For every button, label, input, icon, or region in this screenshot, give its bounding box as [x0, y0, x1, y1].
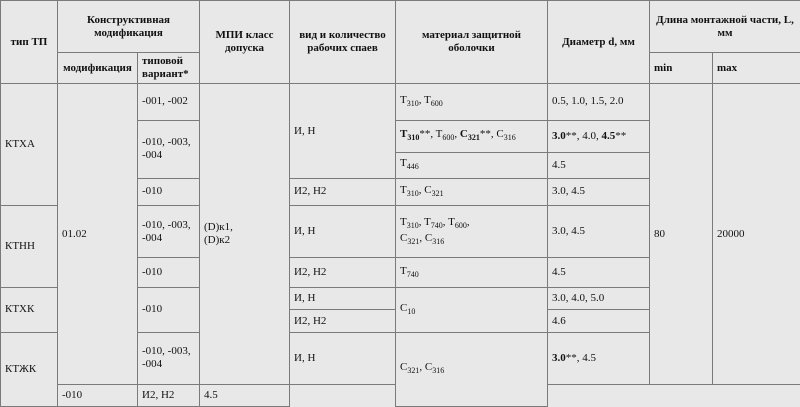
diameter-cell: 4.5: [548, 258, 650, 288]
max-cell: 20000: [713, 84, 800, 384]
junction-cell: И, Н: [290, 84, 396, 178]
diameter-bold: 4.5: [601, 129, 616, 142]
mat-letter: T: [400, 157, 407, 170]
diameter-cell: [548, 120, 650, 152]
diameter-cell: 0.5, 1.0, 1.5, 2.0: [548, 84, 650, 120]
diameter-cell: 4.6: [548, 310, 650, 332]
mat-grade: 740: [406, 269, 419, 279]
mat-grade: 316: [503, 133, 516, 143]
mat-letter: C: [424, 361, 433, 374]
class-line-2: (D)к2: [204, 234, 231, 247]
material-cell: [396, 288, 548, 332]
type-cell: КТЖК: [1, 332, 58, 406]
mat-letter: C: [424, 183, 432, 196]
junction-cell: И2, Н2: [290, 258, 396, 288]
col-header-variant: типовой вариант*: [138, 53, 200, 84]
variant-cell: -001, -002: [138, 84, 200, 120]
mat-grade: 600: [442, 133, 455, 143]
mat-grade: 321: [407, 236, 420, 246]
mat-sep: ,: [419, 231, 425, 244]
mat-sep: ,: [418, 183, 425, 196]
mat-letter: C: [424, 231, 433, 244]
col-header-min: min: [650, 53, 713, 84]
junction-cell: И2, Н2: [138, 384, 200, 406]
mat-letter: T: [435, 128, 443, 141]
mat-letter: T: [448, 215, 455, 228]
type-cell: КТНН: [1, 205, 58, 287]
mat-letter: C: [400, 361, 408, 374]
mat-letter: C: [496, 128, 504, 141]
mat-grade: 321: [431, 188, 444, 198]
diameter-bold: 3.0: [552, 129, 566, 142]
mat-sep: ,: [466, 215, 470, 228]
mat-grade: 600: [430, 98, 443, 108]
mat-grade: 310: [406, 220, 419, 230]
diameter-star: **: [565, 129, 577, 142]
diameter-bold: 3.0: [552, 351, 566, 364]
table-row: [1, 84, 800, 120]
mat-letter: C: [400, 301, 408, 314]
mat-letter: T: [424, 215, 431, 228]
col-header-modification: модификация: [58, 53, 138, 84]
diameter-cell: 3.0, 4.5: [548, 178, 650, 205]
mat-grade: 316: [432, 236, 445, 246]
mat-grade: 310: [406, 188, 419, 198]
min-cell: 80: [650, 84, 713, 384]
diameter-text: , 4.0,: [576, 129, 602, 142]
diameter-text: , 4.5: [576, 351, 596, 364]
col-header-length: Длина монтажной части, L, мм: [650, 1, 800, 53]
mat-grade: 310: [406, 98, 419, 108]
mat-letter: T: [400, 128, 408, 141]
mat-grade: 310: [407, 133, 420, 143]
mat-letter: T: [424, 93, 431, 106]
diameter-cell: 4.5: [200, 384, 290, 406]
modification-cell: 01.02: [58, 84, 138, 384]
mat-sep: ,: [454, 128, 460, 141]
variant-cell: -010, -003, -004: [138, 332, 200, 384]
mat-sep: ,: [418, 215, 425, 228]
mat-star: **: [479, 128, 491, 141]
type-cell: КТХК: [1, 288, 58, 332]
material-cell: [396, 120, 548, 152]
class-line-1: (D)к1,: [204, 221, 233, 234]
mat-grade: 446: [406, 162, 419, 172]
variant-cell: -010: [138, 288, 200, 332]
mat-letter: T: [400, 93, 407, 106]
diameter-cell: [548, 332, 650, 384]
variant-cell: -010: [58, 384, 138, 406]
mat-sep: ,: [442, 215, 449, 228]
mat-grade: 10: [407, 306, 416, 316]
variant-cell: -010, -003, -004: [138, 120, 200, 178]
mat-grade: 600: [454, 220, 467, 230]
col-header-diameter: Диаметр d, мм: [548, 1, 650, 84]
col-header-max: max: [713, 53, 800, 84]
mat-letter: C: [459, 128, 468, 141]
col-header-material: материал защитной оболочки: [396, 1, 548, 84]
mat-grade: 321: [467, 133, 480, 143]
col-header-junctions: вид и количество рабочих спаев: [290, 1, 396, 84]
col-header-constr-mod: Конструктивная модификация: [58, 1, 200, 53]
mat-sep: ,: [419, 361, 425, 374]
mat-star: **: [419, 128, 431, 141]
col-header-type: тип ТП: [1, 1, 58, 84]
junction-cell: И, Н: [290, 288, 396, 310]
mat-letter: C: [400, 231, 408, 244]
col-header-mpi: МПИ класс допуска: [200, 1, 290, 84]
material-cell: [396, 258, 548, 288]
mat-letter: T: [400, 264, 407, 277]
junction-cell: И, Н: [290, 205, 396, 257]
type-cell: КТХА: [1, 84, 58, 206]
junction-cell: И, Н: [290, 332, 396, 384]
material-cell: [396, 205, 548, 257]
mat-sep: ,: [430, 128, 436, 141]
mat-sep: ,: [418, 93, 425, 106]
diameter-cell: 4.5: [548, 152, 650, 178]
material-cell: [396, 84, 548, 120]
junction-cell: И2, Н2: [290, 178, 396, 205]
material-cell: [396, 152, 548, 178]
junction-cell: И2, Н2: [290, 310, 396, 332]
diameter-cell: 3.0, 4.0, 5.0: [548, 288, 650, 310]
mat-sep: ,: [490, 128, 497, 141]
mat-letter: T: [400, 183, 407, 196]
material-cell: [396, 332, 548, 406]
mat-letter: T: [400, 215, 407, 228]
diameter-cell: 3.0, 4.5: [548, 205, 650, 257]
material-cell: [396, 178, 548, 205]
variant-cell: -010: [138, 258, 200, 288]
mat-grade: 316: [432, 366, 445, 376]
class-cell: [200, 84, 290, 384]
variant-cell: -010, -003, -004: [138, 205, 200, 257]
variant-cell: -010: [138, 178, 200, 205]
diameter-star: **: [615, 129, 627, 142]
mat-grade: 740: [430, 220, 443, 230]
diameter-star: **: [565, 351, 577, 364]
mat-grade: 321: [407, 366, 420, 376]
